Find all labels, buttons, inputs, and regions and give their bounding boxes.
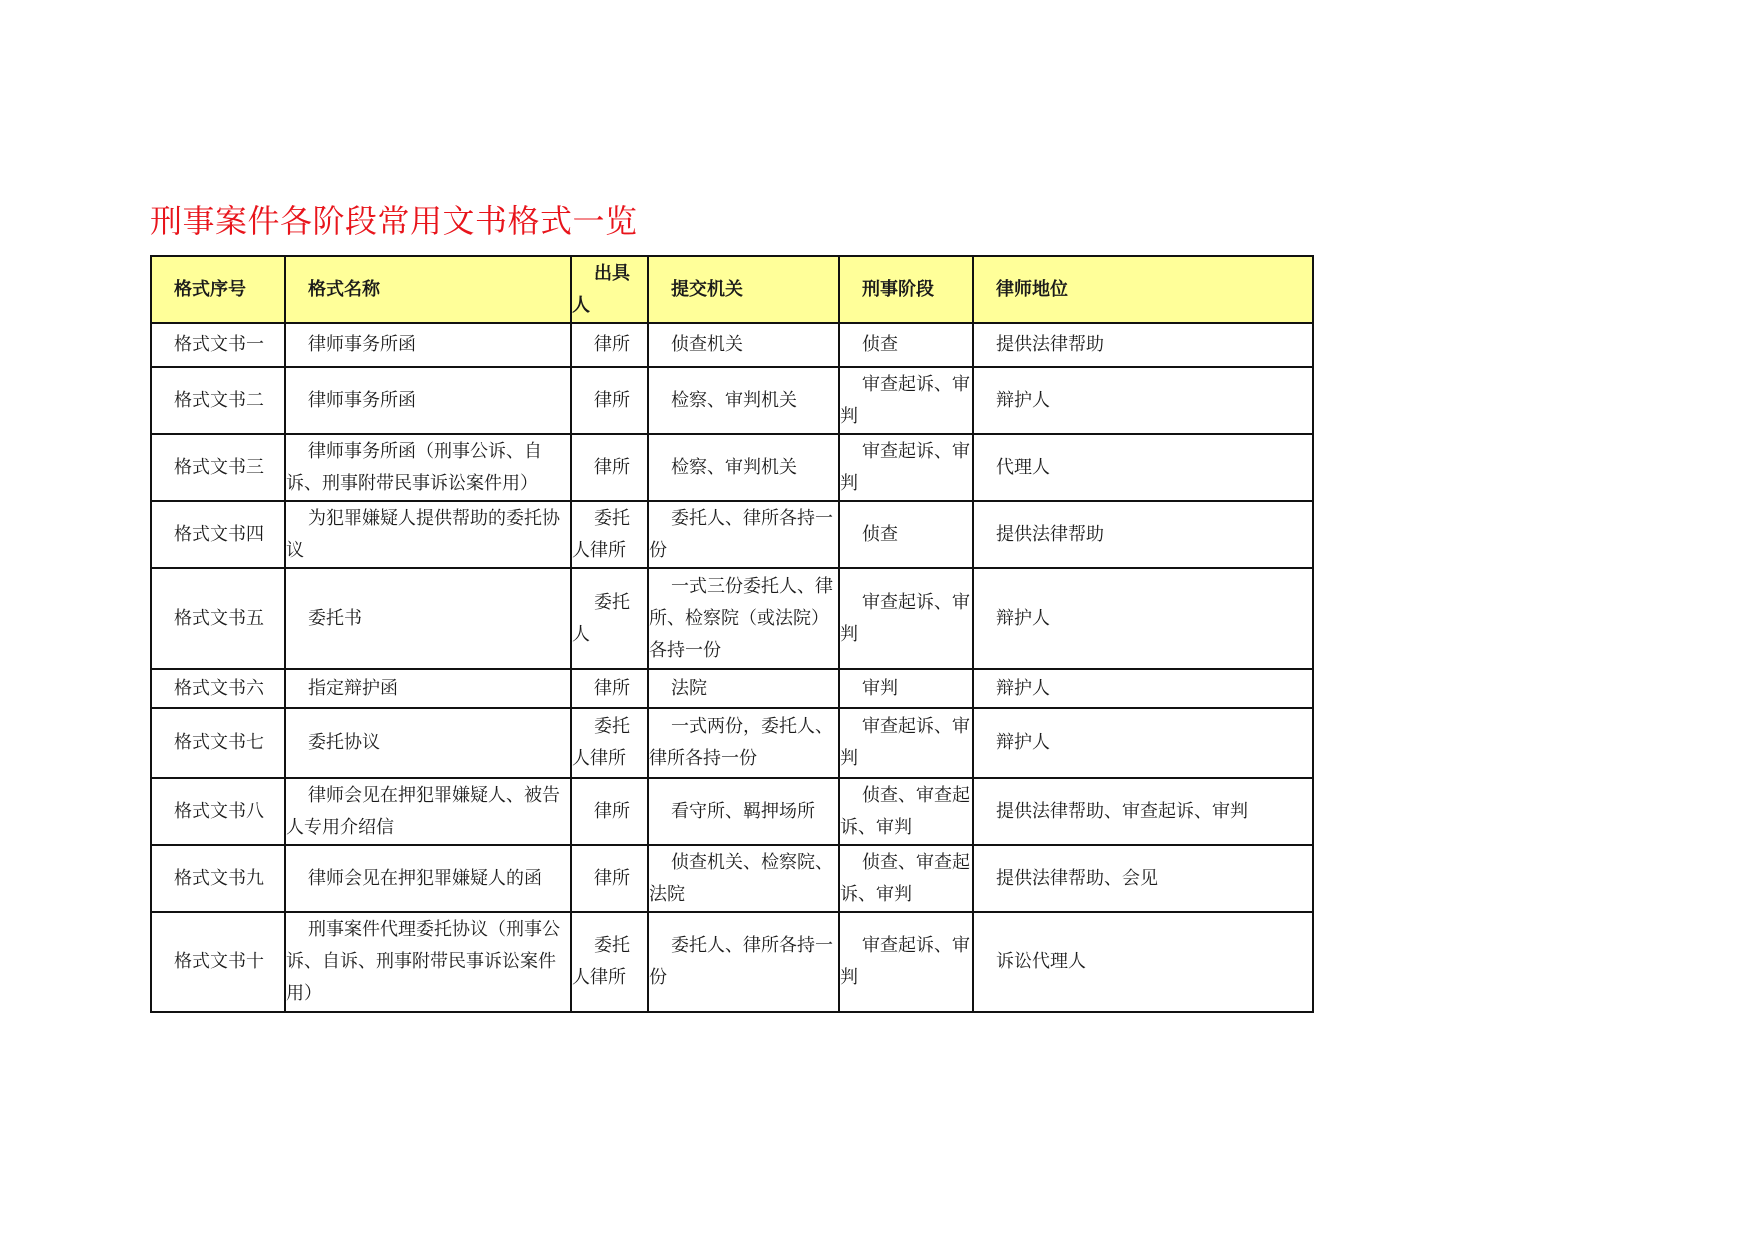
stage-cell: [839, 568, 973, 669]
table-row: [151, 434, 1313, 501]
table-row: [151, 501, 1313, 568]
submit-to-cell: [648, 708, 839, 778]
issuer-cell: [571, 845, 648, 912]
issuer-cell-text: 律所: [594, 334, 630, 355]
lawyer-role-cell: [973, 912, 1313, 1012]
issuer-cell: [571, 912, 648, 1012]
format-name-cell-text: 委托书: [308, 607, 362, 629]
submit-to-cell-text: 委托人、律所各持一份: [649, 507, 833, 561]
format-serial-cell-text: 格式文书三: [174, 456, 264, 478]
format-name-cell-text: 律师会见在押犯罪嫌疑人的函: [308, 867, 542, 889]
submit-to-cell-text: 侦查机关: [671, 334, 743, 355]
issuer-cell-text: 委托人: [572, 591, 630, 645]
submit-to-cell: [648, 669, 839, 708]
lawyer-role-cell-text: 提供法律帮助、会见: [996, 867, 1158, 889]
stage-cell: [839, 778, 973, 845]
submit-to-cell-text: 检察、审判机关: [671, 456, 797, 478]
format-name-cell: [285, 669, 571, 708]
format-name-cell: [285, 845, 571, 912]
stage-cell-text: 侦查: [862, 523, 898, 545]
issuer-cell-text: 律所: [594, 389, 630, 411]
stage-cell-text: 侦查: [862, 334, 898, 355]
format-name-cell: [285, 778, 571, 845]
format-name-cell: [285, 912, 571, 1012]
format-serial-cell-text: 格式文书七: [174, 732, 264, 753]
format-serial-cell: [151, 323, 285, 367]
issuer-cell: [571, 434, 648, 501]
lawyer-role-cell: [973, 778, 1313, 845]
formats-table: [150, 255, 1314, 1013]
format-serial-cell: [151, 501, 285, 568]
issuer-cell: [571, 568, 648, 669]
table-row: [151, 669, 1313, 708]
issuer-cell: [571, 708, 648, 778]
format-name-cell-text: 为犯罪嫌疑人提供帮助的委托协议: [286, 507, 560, 561]
format-name-cell: [285, 501, 571, 568]
format-serial-cell: [151, 367, 285, 434]
issuer-cell-text: 委托人律所: [572, 935, 630, 988]
format-name-cell-text: 委托协议: [308, 732, 380, 753]
table-row: [151, 778, 1313, 845]
submit-to-cell: [648, 323, 839, 367]
format-serial-cell-text: 格式文书十: [174, 951, 264, 972]
issuer-cell-text: 律所: [594, 867, 630, 889]
document-title: 刑事案件各阶段常用文书格式一览: [150, 202, 638, 240]
lawyer-role-cell-text: 辩护人: [996, 389, 1050, 411]
format-name-cell-text: 指定辩护函: [308, 677, 398, 699]
lawyer-role-cell-text: 辩护人: [996, 732, 1050, 753]
issuer-cell: [571, 367, 648, 434]
format-name-cell: [285, 434, 571, 501]
format-serial-cell: [151, 912, 285, 1012]
format-name-cell: [285, 323, 571, 367]
format-name-cell-text: 律师事务所函: [308, 389, 416, 411]
submit-to-cell-text: 侦查机关、检察院、法院: [649, 851, 833, 905]
table-row: [151, 367, 1313, 434]
stage-cell: [839, 323, 973, 367]
format-serial-cell-text: 格式文书一: [174, 334, 264, 355]
issuer-cell-text: 律所: [594, 456, 630, 478]
format-name-cell-text: 刑事案件代理委托协议（刑事公诉、自诉、刑事附带民事诉讼案件用）: [286, 919, 560, 1004]
format-name-cell: [285, 568, 571, 669]
issuer-cell: [571, 323, 648, 367]
lawyer-role-cell-text: 提供法律帮助: [996, 523, 1104, 545]
issuer-cell: [571, 501, 648, 568]
stage-cell-text: 审判: [862, 677, 898, 699]
format-serial-cell: [151, 778, 285, 845]
issuer-cell: [571, 669, 648, 708]
lawyer-role-cell-text: 辩护人: [996, 677, 1050, 699]
lawyer-role-cell-text: 代理人: [996, 456, 1050, 478]
stage-cell-text: 审查起诉、审判: [840, 440, 970, 494]
stage-cell-text: 侦查、审查起诉、审判: [840, 851, 970, 905]
issuer-cell-text: 律所: [594, 677, 630, 699]
stage-cell: [839, 367, 973, 434]
format-serial-cell: [151, 669, 285, 708]
format-serial-cell: [151, 708, 285, 778]
table-body: [151, 323, 1313, 1012]
header-serial: 格式序号: [151, 256, 285, 323]
stage-cell: [839, 501, 973, 568]
format-serial-cell: [151, 845, 285, 912]
format-name-cell: [285, 367, 571, 434]
submit-to-cell-text: 法院: [671, 677, 707, 699]
table-row: [151, 845, 1313, 912]
table-row: [151, 912, 1313, 1012]
table-header-row: [151, 256, 1313, 323]
header-stage: 刑事阶段: [839, 256, 973, 323]
submit-to-cell: [648, 845, 839, 912]
format-serial-cell-text: 格式文书六: [174, 677, 264, 699]
submit-to-cell: [648, 501, 839, 568]
lawyer-role-cell: [973, 501, 1313, 568]
submit-to-cell: [648, 912, 839, 1012]
format-serial-cell: [151, 568, 285, 669]
stage-cell: [839, 434, 973, 501]
table-row: [151, 708, 1313, 778]
stage-cell-text: 审查起诉、审判: [840, 591, 970, 645]
header-lawyer-role: 律师地位: [973, 256, 1313, 323]
submit-to-cell: [648, 778, 839, 845]
submit-to-cell-text: 一式三份委托人、律所、检察院（或法院）各持一份: [649, 575, 833, 661]
lawyer-role-cell-text: 辩护人: [996, 607, 1050, 629]
issuer-cell-text: 委托人律所: [572, 507, 630, 561]
submit-to-cell-text: 检察、审判机关: [671, 389, 797, 411]
format-name-cell-text: 律师事务所函（刑事公诉、自诉、刑事附带民事诉讼案件用）: [286, 440, 542, 494]
lawyer-role-cell: [973, 367, 1313, 434]
header-name: 格式名称: [285, 256, 571, 323]
lawyer-role-cell-text: 提供法律帮助: [996, 334, 1104, 355]
table-row: [151, 323, 1313, 367]
format-serial-cell-text: 格式文书八: [174, 800, 264, 822]
format-serial-cell: [151, 434, 285, 501]
issuer-cell-text: 律所: [594, 800, 630, 822]
format-name-cell-text: 律师会见在押犯罪嫌疑人、被告人专用介绍信: [286, 784, 560, 838]
lawyer-role-cell: [973, 669, 1313, 708]
stage-cell: [839, 912, 973, 1012]
lawyer-role-cell: [973, 323, 1313, 367]
lawyer-role-cell-text: 诉讼代理人: [996, 951, 1086, 972]
table-row: [151, 568, 1313, 669]
submit-to-cell: [648, 434, 839, 501]
submit-to-cell: [648, 568, 839, 669]
lawyer-role-cell: [973, 568, 1313, 669]
issuer-cell: [571, 778, 648, 845]
lawyer-role-cell: [973, 708, 1313, 778]
lawyer-role-cell: [973, 845, 1313, 912]
submit-to-cell-text: 看守所、羁押场所: [671, 800, 815, 822]
format-serial-cell-text: 格式文书五: [174, 607, 264, 629]
submit-to-cell-text: 委托人、律所各持一份: [649, 935, 833, 988]
header-issuer: 出具人: [571, 256, 648, 323]
stage-cell-text: 侦查、审查起诉、审判: [840, 784, 970, 838]
format-name-cell: [285, 708, 571, 778]
lawyer-role-cell: [973, 434, 1313, 501]
stage-cell: [839, 708, 973, 778]
format-serial-cell-text: 格式文书四: [174, 523, 264, 545]
submit-to-cell: [648, 367, 839, 434]
stage-cell-text: 审查起诉、审判: [840, 373, 970, 427]
submit-to-cell-text: 一式两份，委托人、律所各持一份: [649, 716, 833, 769]
stage-cell: [839, 669, 973, 708]
lawyer-role-cell-text: 提供法律帮助、审查起诉、审判: [996, 800, 1248, 822]
format-name-cell-text: 律师事务所函: [308, 334, 416, 355]
format-serial-cell-text: 格式文书二: [174, 389, 264, 411]
stage-cell: [839, 845, 973, 912]
issuer-cell-text: 委托人律所: [572, 716, 630, 769]
stage-cell-text: 审查起诉、审判: [840, 935, 970, 988]
header-submit-to: 提交机关: [648, 256, 839, 323]
format-serial-cell-text: 格式文书九: [174, 867, 264, 889]
stage-cell-text: 审查起诉、审判: [840, 716, 970, 769]
